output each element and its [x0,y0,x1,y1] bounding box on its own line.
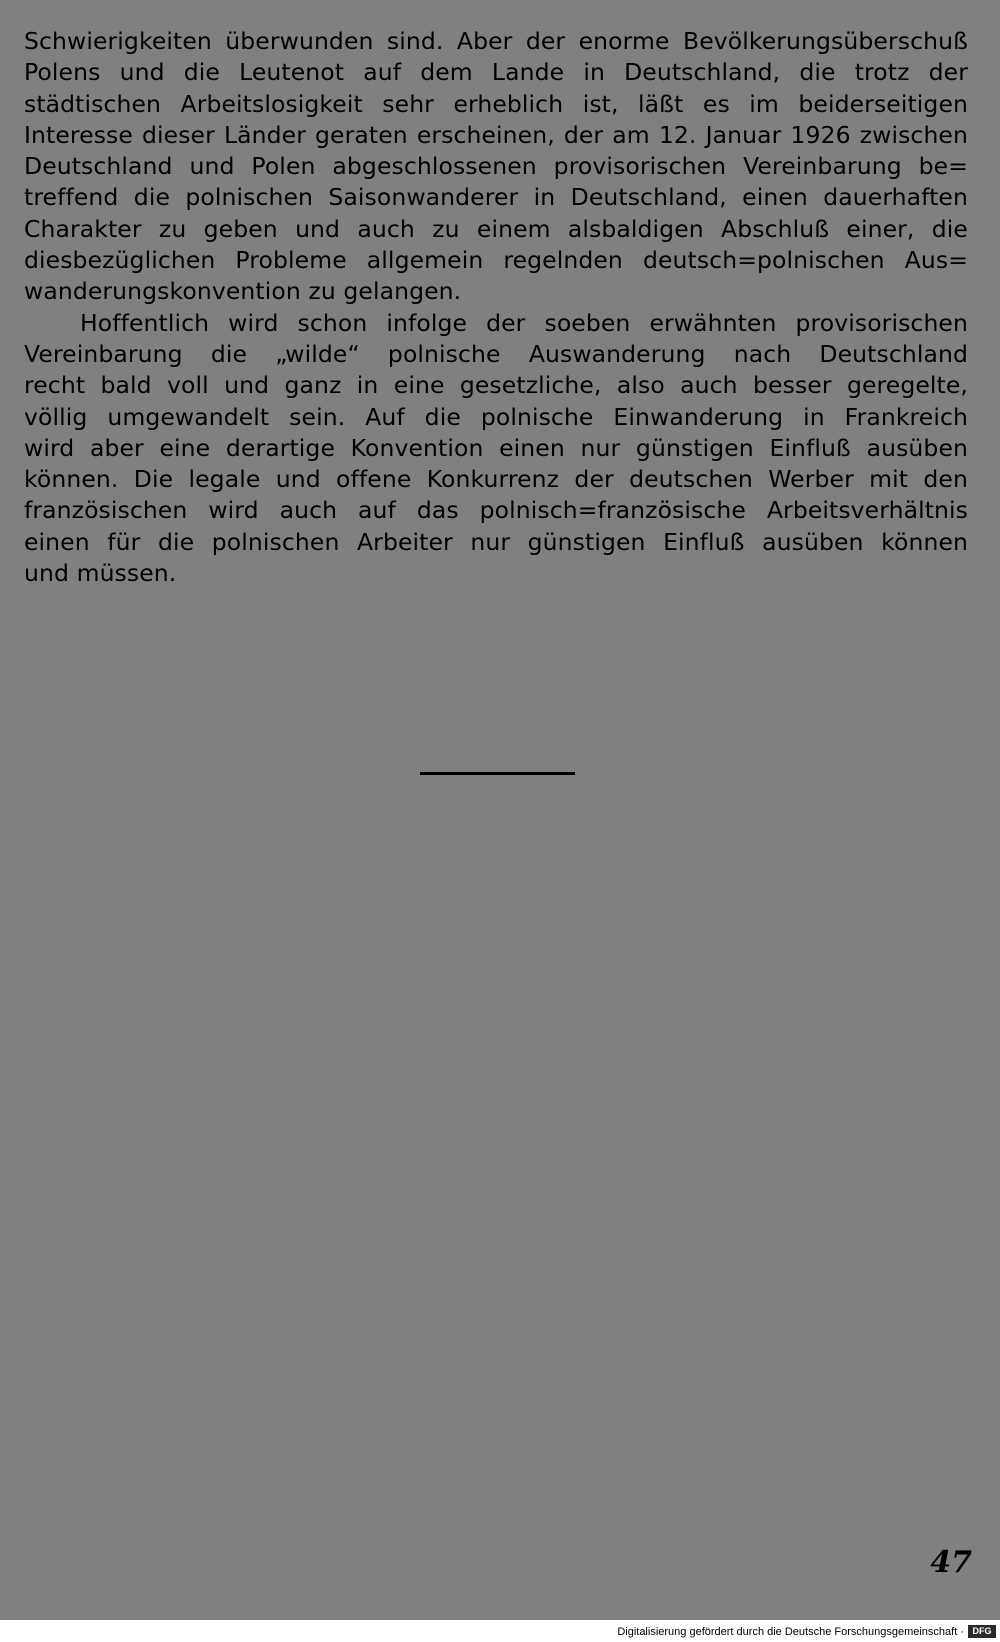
dfg-logo-icon: DFG [968,1625,996,1638]
text-line: Deutschland und Polen abgeschlossenen provisorischen Vereinbarung be= [24,152,968,181]
footer-credit-text: Digitalisierung gefördert durch die Deutsche Forschungsgemeinschaft · [617,1626,964,1638]
text-line: Interesse dieser Länder geraten erscheinen, der am 12. Januar 1926 zwischen [24,120,968,149]
text-line: recht bald voll und ganz in eine gesetzliche, also auch besser geregelte, [24,371,968,400]
text-line: Schwierigkeiten überwunden sind. Aber der enorme Bevölkerungsüberschuß [24,27,968,55]
text-line: einen für die polnischen Arbeiter nur günstigen Einfluß ausüben können [24,527,968,556]
text-line: diesbezüglichen Probleme allgemein regelnden deutsch=polnischen Aus= [24,246,968,275]
page-number: 47 [930,1545,972,1580]
digitization-footer [0,1620,1000,1642]
body-text [24,26,968,589]
text-line: Vereinbarung die „wilde“ polnische Auswanderung nach Deutschland [24,339,968,368]
text-line: Hoffentlich wird schon infolge der soeben erwähnten provisorischen [80,308,968,337]
text-line: französischen wird auch auf das polnisch=französische Arbeitsverhältnis [24,496,968,525]
section-separator-rule [420,772,575,775]
text-line: völlig umgewandelt sein. Auf die polnische Einwanderung in Frankreich [24,402,968,431]
text-line: städtischen Arbeitslosigkeit sehr erheblich ist, läßt es im beiderseitigen [24,89,968,118]
text-line: wird aber eine derartige Konvention einen nur günstigen Einfluß ausüben [24,433,968,462]
text-line: können. Die legale und offene Konkurrenz der deutschen Werber mit den [24,465,968,494]
text-line: Polens und die Leutenot auf dem Lande in Deutschland, die trotz der [24,58,968,87]
paragraph-2 [24,308,968,590]
text-line: und müssen. [24,559,177,588]
text-line: treffend die polnischen Saisonwanderer in Deutschland, einen dauerhaften [24,183,968,212]
text-line: Charakter zu geben und auch zu einem alsbaldigen Abschluß einer, die [24,214,968,243]
text-line: wanderungskonvention zu gelangen. [24,277,462,306]
paragraph-1 [24,26,968,308]
